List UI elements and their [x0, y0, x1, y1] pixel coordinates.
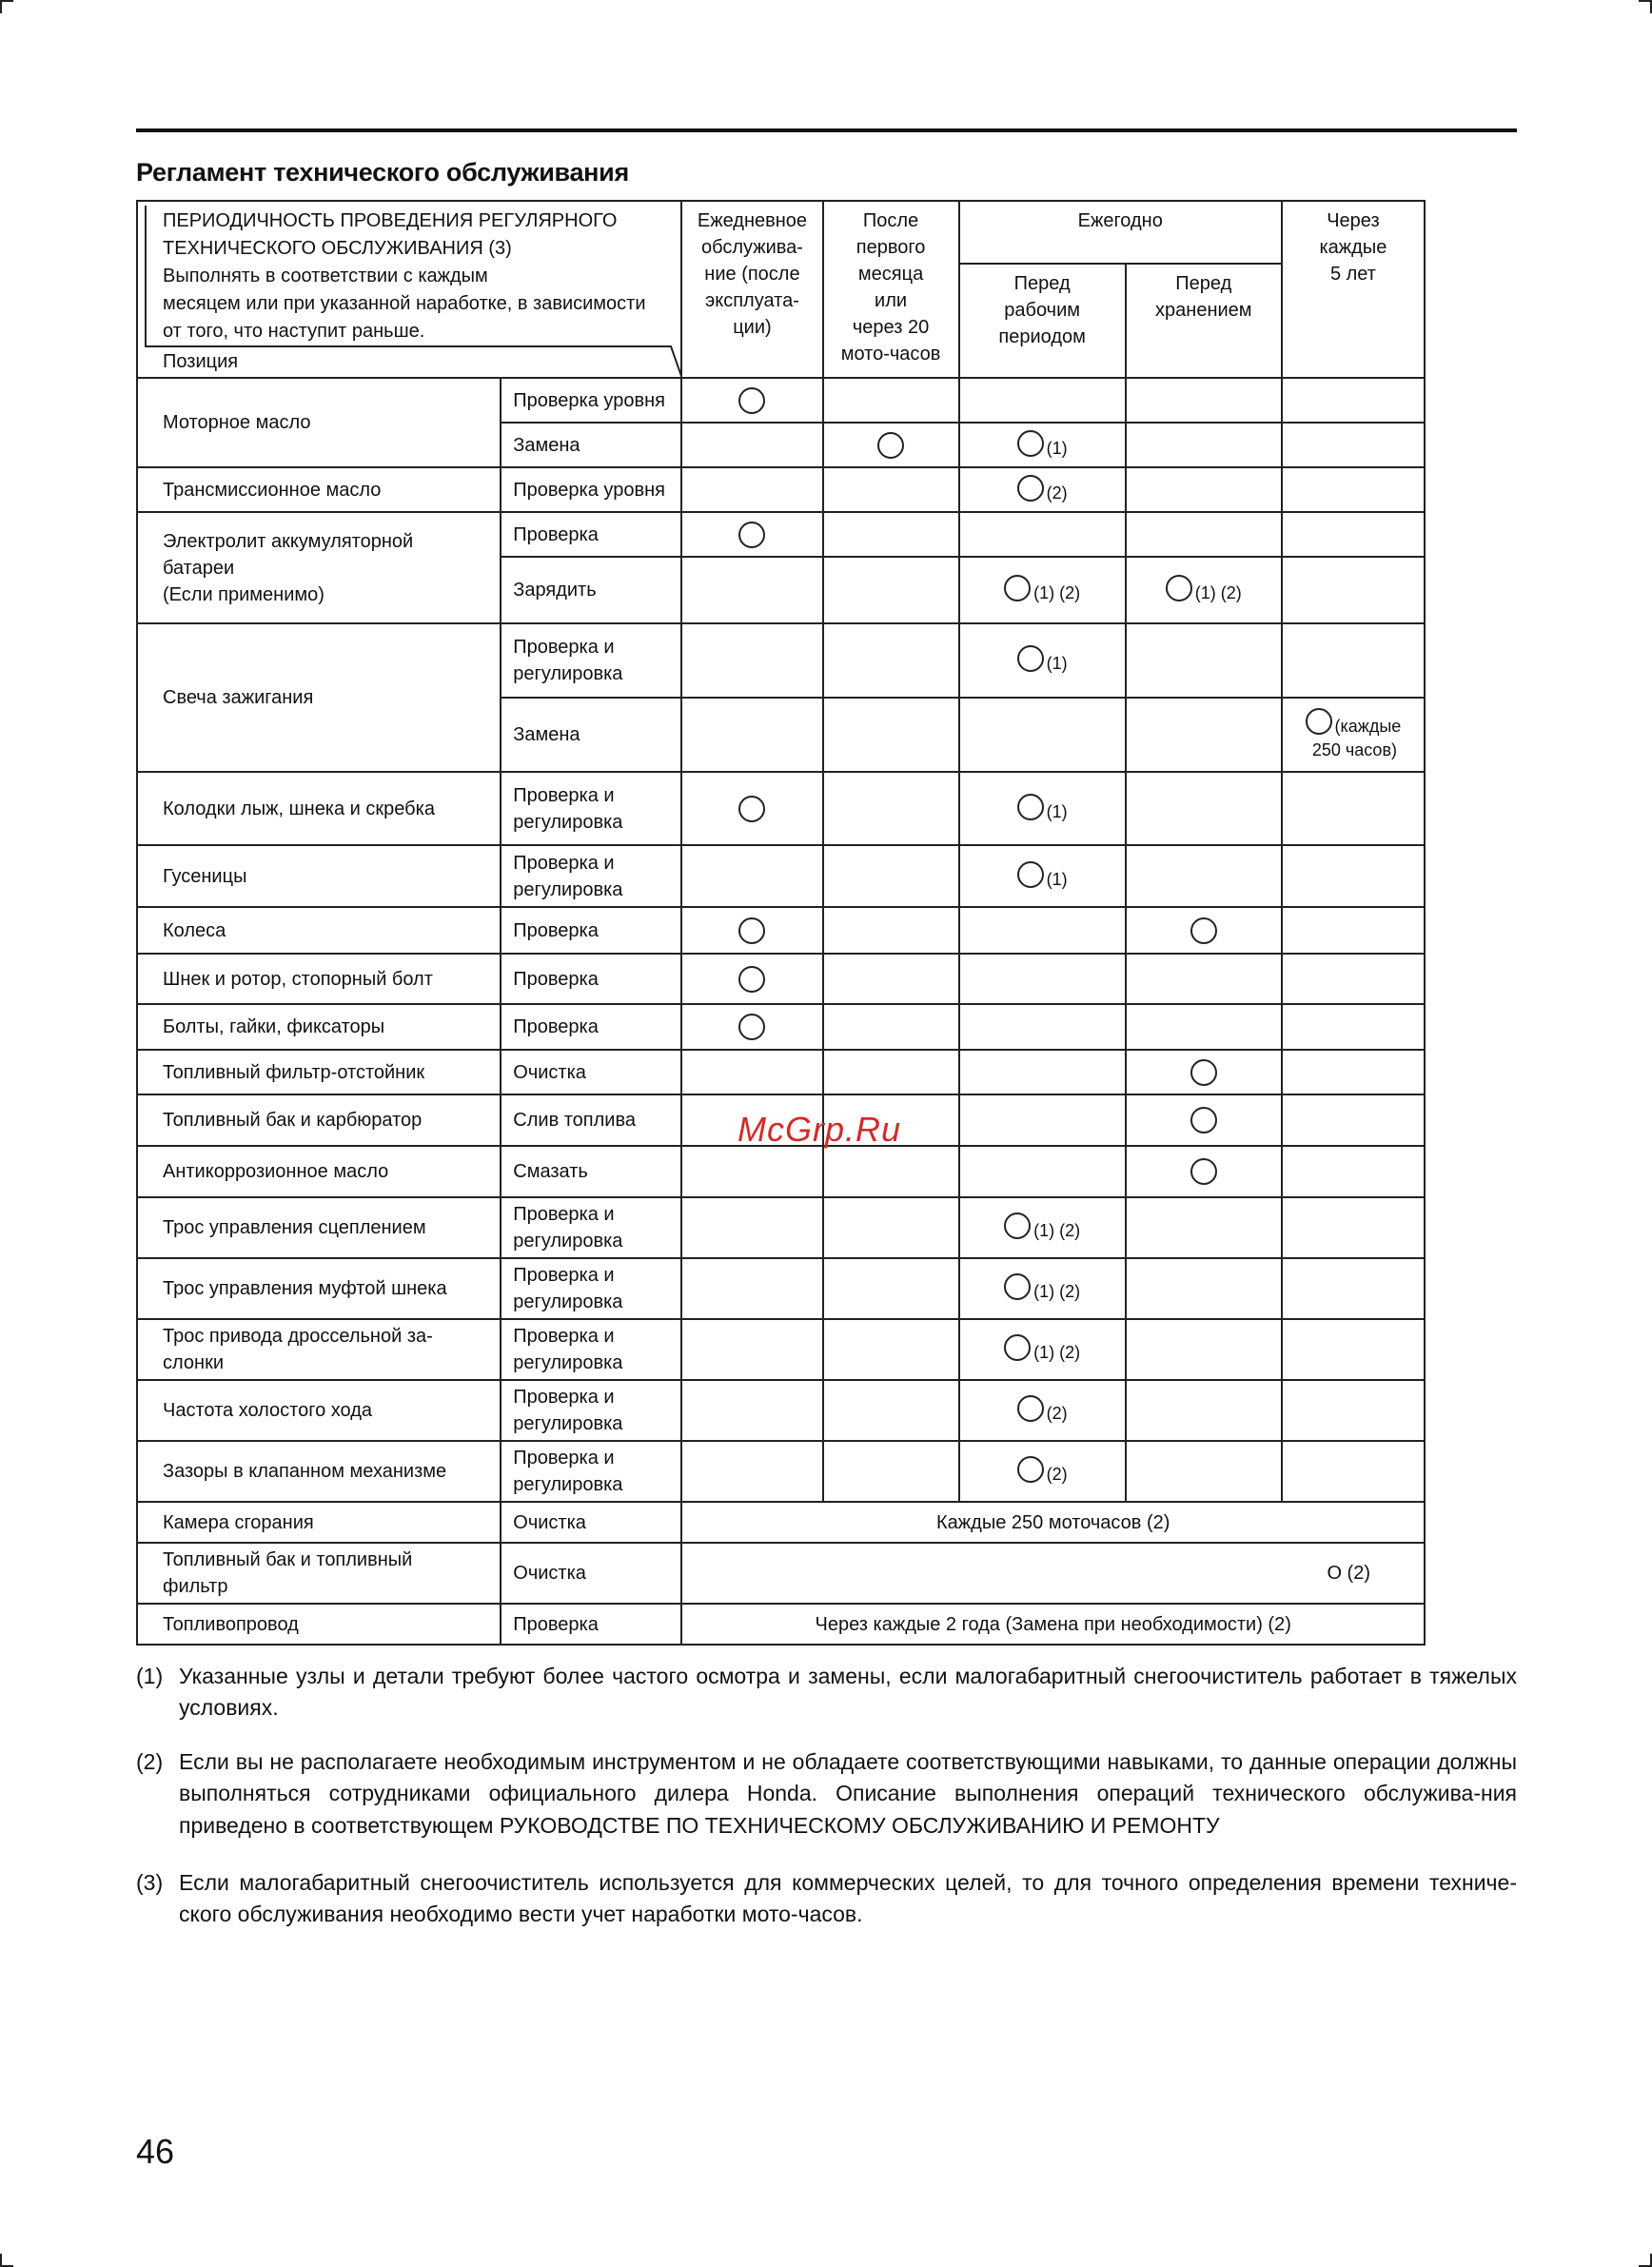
footnote-text: Указанные узлы и детали требуют более частого осмотра и замены, если малогабаритный снегоочиститель работает в тяжелых условиях. [179, 1664, 1517, 1721]
col-daily-line: Ежедневное [697, 210, 808, 231]
check-mark-circle-icon [1190, 917, 1217, 944]
note-ref: (1) (2) [1194, 583, 1242, 603]
op-line: Проверка и [513, 1204, 615, 1225]
check-mark-circle-icon [1190, 1107, 1217, 1134]
item-wheels: Колеса [137, 907, 501, 954]
col-daily-line: эксплуата- [705, 290, 799, 311]
check-mark-circle-icon [1166, 575, 1192, 601]
op-check-adjust [501, 1258, 681, 1319]
op-check: Проверка [501, 1604, 681, 1645]
check-mark-circle-icon [1190, 1158, 1217, 1185]
check-mark-circle-icon [738, 917, 765, 944]
note-ref: (1) [1046, 801, 1068, 821]
item-line: слонки [163, 1352, 224, 1373]
footnote-text: Если малогабаритный снегоочиститель используется для коммерческих целей, то для точного определения времени техниче-ского обслуживания необходимо вести учет наработки мото-часов. [179, 1870, 1517, 1927]
op-line: Проверка и [513, 1448, 615, 1469]
op-check-adjust [501, 1319, 681, 1380]
header-rule [136, 128, 1517, 132]
op-line: регулировка [513, 878, 623, 900]
col-first-line: месяца [857, 264, 924, 285]
col-before-work-line: периодом [998, 326, 1086, 347]
check-mark-circle-icon [1017, 794, 1044, 820]
table-row [137, 772, 1425, 845]
note-ref: (1) (2) [1033, 1282, 1081, 1302]
note-ref: (1) (2) [1033, 1343, 1081, 1363]
op-check-level: Проверка уровня [501, 467, 681, 512]
op-drain: Слив топлива [501, 1094, 681, 1146]
col-5y-line: Через [1327, 210, 1380, 231]
item-transmission-oil: Трансмиссионное масло [137, 467, 501, 512]
check-mark-circle-icon [1017, 1456, 1044, 1483]
check-mark-circle-icon [738, 1014, 765, 1040]
header-position-label: Позиция [163, 351, 239, 372]
op-line: Проверка и [513, 1265, 615, 1286]
op-line: регулировка [513, 1352, 623, 1373]
item-engine-oil: Моторное масло [137, 378, 501, 467]
op-check-adjust [501, 1441, 681, 1502]
every-250-cell [1282, 698, 1425, 772]
fuel-line-interval: Через каждые 2 года (Замена при необходимости) (2) [681, 1604, 1425, 1645]
table-row [137, 1004, 1425, 1050]
item-line: Топливный бак и топливный [163, 1549, 413, 1570]
op-line: Проверка и [513, 637, 615, 658]
col-daily-line: ции) [733, 317, 772, 338]
table-row [137, 378, 1425, 423]
note-ref: (1) (2) [1033, 583, 1081, 603]
footnote-number: (1) [136, 1664, 164, 1688]
table-row [137, 845, 1425, 907]
item-auger-cable: Трос управления муфтой шнека [137, 1258, 501, 1319]
col-first-line: первого [856, 237, 926, 258]
table-row [137, 907, 1425, 954]
col-first-line: или [875, 290, 908, 311]
table-row [137, 1380, 1425, 1441]
table-row [137, 1543, 1425, 1604]
table-row [137, 1197, 1425, 1258]
header-period-text [163, 207, 696, 345]
col-daily [681, 201, 822, 378]
item-fuel-line: Топливопровод [137, 1604, 501, 1645]
item-line: (Если применимо) [163, 583, 324, 605]
op-check-adjust [501, 1380, 681, 1441]
item-battery-electrolyte [137, 512, 501, 623]
item-auger-bolt: Шнек и ротор, стопорный болт [137, 954, 501, 1004]
table-row [137, 1258, 1425, 1319]
table-row [137, 1502, 1425, 1543]
op-check-adjust [501, 845, 681, 907]
item-line: фильтр [163, 1576, 228, 1597]
item-line: Электролит аккумуляторной [163, 530, 414, 552]
op-line: регулировка [513, 663, 623, 684]
header-line: ПЕРИОДИЧНОСТЬ ПРОВЕДЕНИЯ РЕГУЛЯРНОГО [163, 210, 618, 231]
col-daily-line: обслужива- [700, 237, 803, 258]
op-check-adjust [501, 772, 681, 845]
table-row [137, 1604, 1425, 1645]
note-ref: (1) [1046, 654, 1068, 674]
item-tracks: Гусеницы [137, 845, 501, 907]
table-row [137, 623, 1425, 698]
op-line: Проверка и [513, 784, 615, 806]
item-throttle-cable [137, 1319, 501, 1380]
check-mark-circle-icon [738, 966, 765, 993]
op-check-level: Проверка уровня [501, 378, 681, 423]
header-line: ТЕХНИЧЕСКОГО ОБСЛУЖИВАНИЯ (3) [163, 238, 512, 259]
footnote-number: (3) [136, 1870, 164, 1895]
note-ref: (1) [1046, 438, 1068, 458]
note-ref: (2) [1046, 483, 1068, 503]
table-row [137, 1319, 1425, 1380]
op-check: Проверка [501, 954, 681, 1004]
op-replace: Замена [501, 698, 681, 772]
item-idle-speed: Частота холостого хода [137, 1380, 501, 1441]
op-check: Проверка [501, 512, 681, 557]
col-before-work-line: Перед [1013, 273, 1071, 294]
col-first-month [823, 201, 959, 378]
op-check: Проверка [501, 907, 681, 954]
op-line: Проверка и [513, 1326, 615, 1347]
footnote-2 [136, 1746, 1517, 1842]
item-valve-clearance: Зазоры в клапанном механизме [137, 1441, 501, 1502]
col-first-line: После [862, 210, 919, 231]
col-5y-line: 5 лет [1329, 264, 1376, 285]
col-5y-line: каждые [1319, 237, 1387, 258]
footnote-3 [136, 1867, 1517, 1931]
table-row [137, 1441, 1425, 1502]
maintenance-schedule-table [136, 200, 1426, 1646]
table-row [137, 467, 1425, 512]
item-line: Трос привода дроссельной за- [163, 1326, 433, 1347]
item-spark-plug: Свеча зажигания [137, 623, 501, 772]
check-mark-circle-icon [1017, 1395, 1044, 1422]
item-tank-filter [137, 1543, 501, 1604]
check-mark-circle-icon [1017, 430, 1044, 457]
item-combustion-chamber: Камера сгорания [137, 1502, 501, 1543]
op-line: регулировка [513, 1231, 623, 1252]
op-line: регулировка [513, 1474, 623, 1495]
check-mark-circle-icon [1017, 475, 1044, 502]
op-line: регулировка [513, 1413, 623, 1434]
op-line: Проверка и [513, 1387, 615, 1408]
check-mark-circle-icon [877, 432, 904, 459]
col-before-storage-line: хранением [1155, 300, 1252, 321]
op-clean: Очистка [501, 1502, 681, 1543]
op-clean: Очистка [501, 1050, 681, 1094]
table-row [137, 512, 1425, 557]
note-ref: (1) [1046, 869, 1068, 889]
op-check: Проверка [501, 1004, 681, 1050]
col-before-storage-line: Перед [1175, 273, 1232, 294]
col-before-storage [1126, 264, 1282, 378]
op-line: Проверка и [513, 852, 615, 874]
op-clean: Очистка [501, 1543, 681, 1604]
op-check-adjust [501, 1197, 681, 1258]
watermark: McGrp.Ru [738, 1110, 902, 1149]
col-5-years [1282, 201, 1425, 378]
check-mark-circle-icon [1017, 645, 1044, 672]
check-mark-circle-icon [1004, 1212, 1031, 1239]
check-mark-circle-icon [1306, 708, 1332, 735]
header-line: Выполнять в соответствии с каждым [163, 266, 488, 286]
item-shoes: Колодки лыж, шнека и скребка [137, 772, 501, 845]
col-before-work [959, 264, 1126, 378]
combustion-interval: Каждые 250 моточасов (2) [681, 1502, 1425, 1543]
check-mark-circle-icon [1004, 1273, 1031, 1300]
col-first-line: через 20 [852, 317, 930, 338]
op-check-adjust [501, 623, 681, 698]
footnote-1 [136, 1661, 1517, 1725]
note-ref: 250 часов) [1311, 740, 1398, 759]
item-bolts: Болты, гайки, фиксаторы [137, 1004, 501, 1050]
note-ref: (1) (2) [1033, 1221, 1081, 1241]
op-lubricate: Смазать [501, 1146, 681, 1197]
crop-mark-tl-h [0, 0, 13, 2]
table-row [137, 1146, 1425, 1197]
item-anticorrosion: Антикоррозионное масло [137, 1146, 501, 1197]
check-mark-circle-icon [738, 796, 765, 822]
item-tank-carb: Топливный бак и карбюратор [137, 1094, 501, 1146]
crop-mark-tl-v [0, 0, 2, 13]
note-ref: (2) [1046, 1404, 1068, 1424]
note-ref: (2) [1046, 1465, 1068, 1485]
crop-mark-bl-v [0, 2254, 2, 2267]
op-line: регулировка [513, 1291, 623, 1312]
op-line: регулировка [513, 811, 623, 833]
op-charge: Зарядить [501, 557, 681, 623]
check-mark-circle-icon [1004, 1334, 1031, 1361]
col-before-work-line: рабочим [1004, 300, 1081, 321]
op-replace: Замена [501, 423, 681, 467]
table-row [137, 1050, 1425, 1094]
table-row [137, 954, 1425, 1004]
tank-filter-interval: О (2) [681, 1543, 1425, 1604]
check-mark-circle-icon [738, 522, 765, 548]
footnote-number: (2) [136, 1749, 164, 1774]
item-clutch-cable: Трос управления сцеплением [137, 1197, 501, 1258]
header-period-cell [137, 201, 681, 378]
header-line: месяцем или при указанной наработке, в зависимости [163, 293, 646, 314]
header-line: от того, что наступит раньше. [163, 321, 425, 342]
page-number: 46 [136, 2132, 175, 2171]
col-daily-line: ние (после [704, 264, 800, 285]
check-mark-circle-icon [1004, 575, 1031, 601]
item-line: батареи [163, 557, 235, 579]
col-yearly: Ежегодно [959, 201, 1282, 264]
note-ref: (каждые [1334, 716, 1402, 736]
footnote-text: Если вы не располагаете необходимым инструментом и не обладаете соответствующими навыками, то данные операции должны выполняться сотрудниками официального дилера Honda. Описание выполнения операций технического обслужива-ния приведено в соответствующем РУКОВОДСТВЕ ПО ТЕХНИЧЕСКОМУ ОБСЛУЖИВАНИЮ И РЕМОНТУ [179, 1749, 1517, 1838]
col-first-line: мото-часов [840, 344, 941, 365]
check-mark-circle-icon [738, 387, 765, 414]
item-sediment-cup: Топливный фильтр-отстойник [137, 1050, 501, 1094]
page-title: Регламент технического обслуживания [136, 158, 629, 187]
check-mark-circle-icon [1190, 1059, 1217, 1086]
check-mark-circle-icon [1017, 861, 1044, 888]
